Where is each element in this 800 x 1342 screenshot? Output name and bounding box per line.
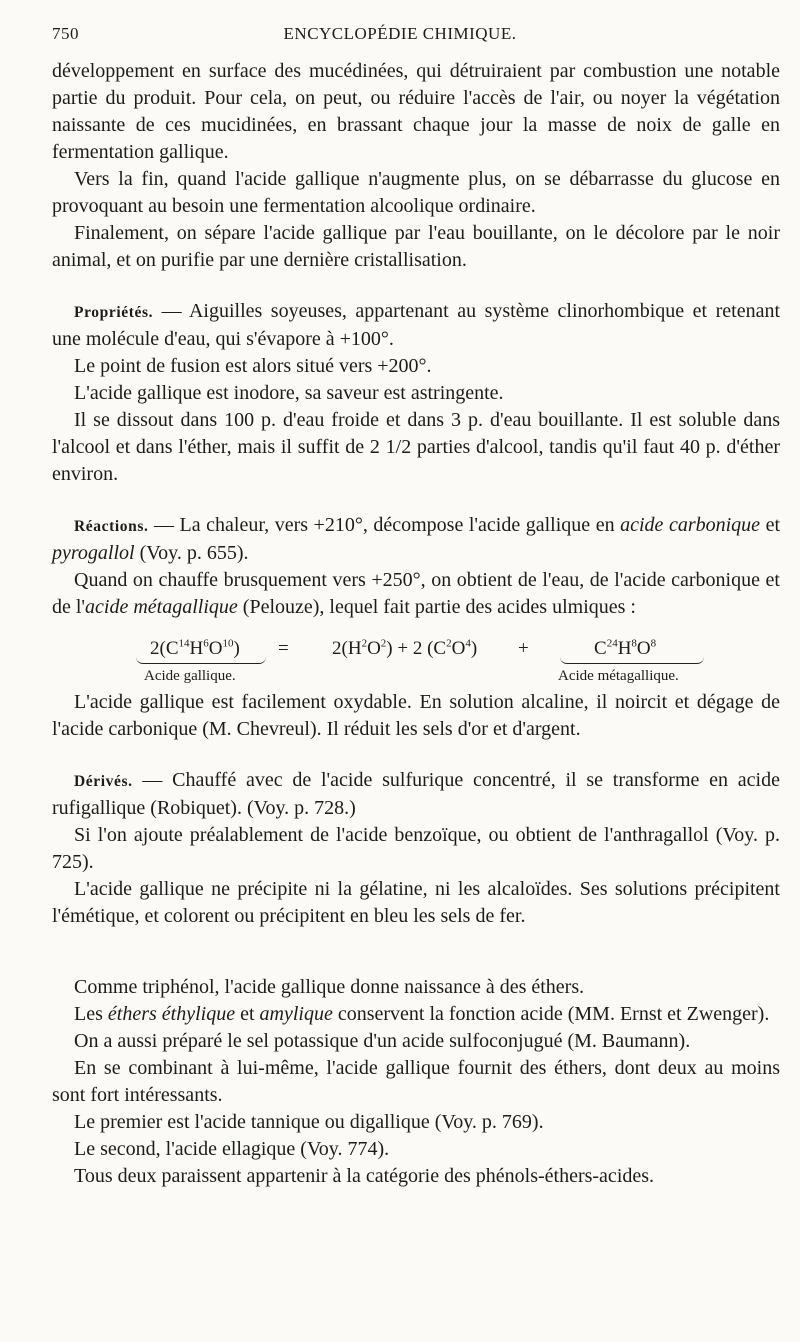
proprietes-paragraph-1: Propriétés. — Aiguilles soyeuses, appartenant au système clinorhombique et retenant une molécule d'eau, qui s'évapore à +100°. — [52, 300, 781, 350]
running-title: ENCYCLOPÉDIE CHIMIQUE. — [283, 24, 517, 43]
page-body — [52, 58, 780, 1190]
equation-label-left: Acide gallique. — [144, 668, 236, 684]
proprietes-paragraph-4: Il se dissout dans 100 p. d'eau froide et dans 3 p. d'eau bouillante. Il est soluble dans l'alcool et dans l'éther, mais il suffit de 2 1/2 parties d'alcool, tandis qu'il faut 40 p. d'éther environ. — [52, 409, 780, 485]
page-header — [52, 24, 748, 48]
ethers-paragraph-2: Les éthers éthylique et amylique conservent la fonction acide (MM. Ernst et Zwenger). — [74, 1003, 770, 1025]
reactions-paragraph-1: Réactions. — La chaleur, vers +210°, décompose l'acide gallique en acide carbonique et pyrogallol (Voy. p. 655). — [52, 514, 781, 564]
derives-paragraph-2: Si l'on ajoute préalablement de l'acide benzoïque, ou obtient de l'anthragallol (Voy. p. 725). — [52, 824, 780, 873]
equation-left-term: $2(C^{14}H^6O^{10})$ — [150, 637, 240, 659]
chemical-equation — [52, 629, 780, 683]
section-heading-reactions: Réactions. — [74, 518, 149, 535]
equation-label-right: Acide métagallique. — [558, 668, 679, 684]
proprietes-paragraph-3: L'acide gallique est inodore, sa saveur est astringente. — [74, 382, 504, 404]
proprietes-paragraph-2: Le point de fusion est alors situé vers +200°. — [74, 355, 432, 377]
reactions-paragraph-2: Quand on chauffe brusquement vers +250°, on obtient de l'eau, de l'acide carbonique et de l'acide métagallique (Pelouze), lequel fait partie des acides ulmiques : — [52, 569, 780, 618]
equation-right-term: $C^{24}H^8O^8$ — [594, 637, 657, 659]
ethers-paragraph-6: Le second, l'acide ellagique (Voy. 774). — [74, 1138, 390, 1160]
equation-plus: + — [518, 638, 529, 659]
ethers-paragraph-3: On a aussi préparé le sel potassique d'un acide sulfoconjugué (M. Baumann). — [74, 1030, 691, 1052]
section-heading-proprietes: Propriétés. — [74, 304, 154, 321]
derives-paragraph-1: Dérivés. — Chauffé avec de l'acide sulfurique concentré, il se transforme en acide rufigallique (Robiquet). (Voy. p. 728.) — [52, 769, 780, 819]
reactions-paragraph-3: L'acide gallique est facilement oxydable. En solution alcaline, il noircit et dégage de l'acide carbonique (M. Chevreul). Il réduit les sels d'or et d'argent. — [52, 691, 780, 740]
ethers-paragraph-7: Tous deux paraissent appartenir à la catégorie des phénols-éthers-acides. — [74, 1165, 655, 1187]
equation-middle-terms: $2(H^2O^2) + 2$ $(C^2O^4)$ — [332, 637, 478, 659]
derives-paragraph-3: L'acide gallique ne précipite ni la gélatine, ni les alcaloïdes. Ses solutions précipitent l'émétique, et colorent ou précipitent en bleu les sels de fer. — [52, 878, 780, 927]
intro-paragraph-1: développement en surface des mucédinées, qui détruiraient par combustion une notable partie du produit. Pour cela, on peut, ou réduire l'accès de l'air, ou noyer la végétation naissante de ces mucidinées, en brassant chaque jour la masse de noix de galle en fermentation gallique. — [52, 60, 780, 163]
equation-equals: = — [278, 638, 289, 659]
ethers-paragraph-4: En se combinant à lui-même, l'acide gallique fournit des éthers, dont deux au moins sont fort intéressants. — [52, 1057, 780, 1106]
intro-paragraph-2: Vers la fin, quand l'acide gallique n'augmente plus, on se débarrasse du glucose en provoquant au besoin une fermentation alcoolique ordinaire. — [52, 168, 780, 217]
section-heading-derives: Dérivés. — [74, 773, 133, 790]
ethers-paragraph-1: Comme triphénol, l'acide gallique donne naissance à des éthers. — [74, 976, 585, 998]
page-number: 750 — [52, 24, 79, 43]
ethers-paragraph-5: Le premier est l'acide tannique ou digallique (Voy. p. 769). — [74, 1111, 544, 1133]
intro-paragraph-3: Finalement, on sépare l'acide gallique par l'eau bouillante, on le décolore par le noir animal, et on purifie par une dernière cristallisation. — [52, 222, 780, 271]
